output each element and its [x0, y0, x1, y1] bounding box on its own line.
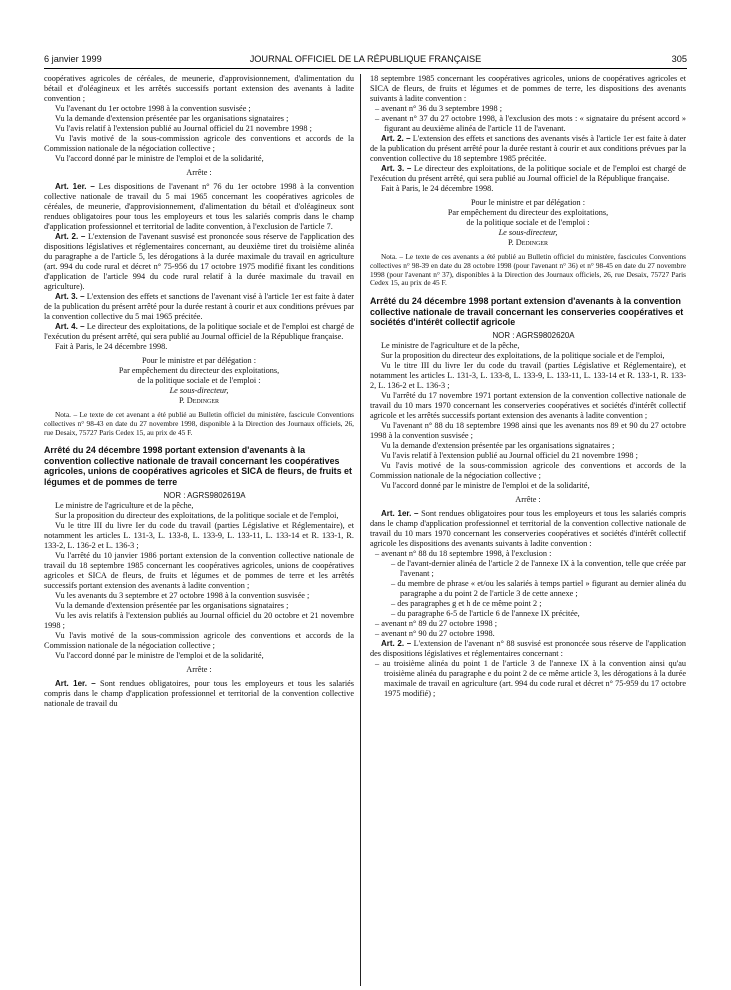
nor-reference: NOR : AGRS9802620A — [492, 331, 575, 341]
article — [44, 322, 354, 342]
signature-line: Pour le ministre et par délégation : — [470, 198, 586, 207]
article — [370, 164, 686, 184]
signature-line: Par empêchement du directeur des exploitations, — [118, 366, 280, 375]
article-label: Art. 1er. – — [55, 679, 96, 689]
article-text: L'extension de l'avenant susvisé est prononcée sous réserve de l'application des dispositions législatives et réglementaires concernant, au deuxième tiret du troisième alinéa du paragraphe a de l'article 5, les dérogations à la durée maximale du travail en agriculture (art. 994 du code rural et décret n° 75-956 du 17 octobre 1975 modifié fixant les conditions d'application de l'article 994 du code rural relatif à la durée maximale du travail en agriculture). — [44, 232, 354, 291]
fait-line: Fait à Paris, le 24 décembre 1998. — [55, 342, 168, 351]
signatory-name: P. Dedinger — [507, 238, 549, 247]
article-label: Art. 4. – — [55, 322, 85, 331]
right-column — [370, 74, 686, 986]
article — [44, 679, 354, 709]
header-page-number: 305 — [671, 54, 687, 64]
article-text: Les dispositions de l'avenant n° 76 du 1er octobre 1998 à la convention collective nationale de travail du 5 mai 1965 concernant les coopératives agricoles de céréales, de meunerie, d'approvisionnement, d'alimentation du bétail et d'oléagineux sont rendues obligatoires pour tous les employeurs et tous les salariés compris dans le champ d'application professionnel et territorial de ladite convention, à l'exclusion de l'article 7. — [44, 182, 354, 231]
article — [44, 232, 354, 292]
signature-line: de la politique sociale et de l'emploi : — [466, 218, 590, 227]
article-text: Le directeur des exploitations, de la politique sociale et de l'emploi est chargé de l'exécution du présent arrêté, qui sera publié au Journal officiel de la République française. — [44, 322, 354, 341]
signature-title: Le sous-directeur, — [498, 228, 558, 237]
arrete-heading: Arrête : — [186, 168, 212, 177]
article — [370, 134, 686, 164]
nota-note: Nota. – Le texte de ces avenants a été publié au Bulletin officiel du ministère, fascicules Conventions collectives n° 98-39 en date du 28 octobre 1998 (pour l'avenant n° 36) et n° 98-45 en date du 27 novembre 1998 (pour l'avenant n° 37), disponibles à la Direction des Journaux officiels, 26, rue Desaix, 75727 Paris Cedex 15, au prix de 45 F. — [370, 252, 686, 288]
article-text: Sont rendues obligatoires, pour tous les employeurs et tous les salariés compris dans le champ d'application professionnel et territorial de la convention collective nationale de travail du — [44, 679, 354, 709]
fait-line: Fait à Paris, le 24 décembre 1998. — [381, 184, 494, 193]
article-text: Le directeur des exploitations, de la politique sociale et de l'emploi est chargé de l'exécution du présent arrêté, qui sera publié au Journal officiel de la République française. — [370, 164, 686, 183]
arrete-heading: Arrête : — [515, 495, 541, 505]
paragraph: Sur la proposition du directeur des exploitations, de la politique sociale et de l'emploi, — [381, 351, 665, 361]
article-text: Sont rendues obligatoires pour tous les employeurs et tous les salariés compris dans le champ d'application professionnel et territorial de la convention collective nationale de travail du 10 mars 1970 concernant les conserveries coopératives et sociétés d'intérêt collectif agricole les dispositions des avenants suivants à ladite convention : — [370, 509, 686, 549]
paragraph: Vu l'avis motivé de la sous-commission agricole des conventions et accords de la Commission nationale de la négociation collective ; — [44, 134, 354, 153]
list-item: – avenant n° 89 du 27 octobre 1998 ; — [375, 619, 497, 629]
list-item: – avenant n° 37 du 27 octobre 1998, à l'exclusion des mots : « signataire du présent accord » figurant au deuxième alinéa de l'article 11 de l'avenant. — [375, 114, 686, 133]
decree-title: Arrêté du 24 décembre 1998 portant extension d'avenants à la convention collective nationale de travail concernant les coopératives agricoles, unions de coopératives agricoles et SICA de fleurs, de fruits et légumes et de pommes de terre — [44, 445, 352, 487]
paragraph: Vu la demande d'extension présentée par les organisations signataires ; — [55, 114, 289, 123]
paragraph: 18 septembre 1985 concernant les coopératives agricoles, unions de coopératives agricoles et SICA de fleurs, de fruits et légumes et de pommes de terre, les dispositions des avenants suivants à ladite convention : — [370, 74, 686, 103]
paragraph: Vu l'accord donné par le ministre de l'emploi et de la solidarité, — [381, 481, 590, 491]
list-item: – avenant n° 90 du 27 octobre 1998. — [375, 629, 495, 639]
paragraph: Vu l'avis relatif à l'extension publié au Journal officiel du 21 novembre 1998 ; — [55, 124, 312, 133]
paragraph: coopératives agricoles de céréales, de meunerie, d'approvisionnement, d'alimentation du bétail et d'oléagineux et les arrêtés successifs portant extension des avenants à ladite convention ; — [44, 74, 354, 103]
arrete-heading: Arrête : — [186, 665, 212, 675]
nota-note: Nota. – Le texte de cet avenant a été publié au Bulletin officiel du ministère, fascicule Conventions collectives n° 98-43 en date du 27 novembre 1998, disponible à la Direction des Journaux officiels, 26, rue Desaix, 75727 Paris Cedex 15, au prix de 45 F. — [44, 410, 354, 437]
paragraph: Sur la proposition du directeur des exploitations, de la politique sociale et de l'emploi, — [55, 511, 339, 521]
article — [370, 509, 686, 549]
article-text: L'extension des effets et sanctions des avenants visés à l'article 1er est faite à dater de la publication du présent arrêté pour la durée restant à courir et aux conditions prévues par la convention collective du 18 septembre 1985 précitée. — [370, 134, 686, 163]
list-item: – du paragraphe 6-5 de l'article 6 de l'annexe IX précitée, — [391, 609, 580, 619]
list-item: – du membre de phrase « et/ou les salariés à temps partiel » figurant au dernier alinéa du paragraphe a du point 2 de l'article 3 de cette annexe ; — [391, 579, 686, 599]
list-item: – au troisième alinéa du point 1 de l'article 3 de l'annexe IX à la convention ainsi qu'au troisième alinéa du paragraphe e du point 2 de ce même article 3, les dérogations à la durée maximale de travail en agriculture (art. 994 du code rural et décret n° 75-959 du 17 octobre 1975 modifié) ; — [375, 659, 686, 699]
article — [370, 639, 686, 659]
signature-line: Par empêchement du directeur des exploitations, — [447, 208, 609, 217]
paragraph: Vu l'avenant n° 88 du 18 septembre 1998 ainsi que les avenants nos 89 et 90 du 27 octobre 1998 à la convention susvisée ; — [370, 421, 686, 441]
column-divider — [360, 74, 361, 986]
signatory-name: P. Dedinger — [178, 396, 220, 405]
paragraph: Vu l'avis relatif à l'extension publié au Journal officiel du 21 novembre 1998 ; — [381, 451, 638, 461]
article-label: Art. 3. – — [381, 164, 412, 173]
article-label: Art. 3. – — [55, 292, 85, 301]
article-text: L'extension des effets et sanctions de l'avenant visé à l'article 1er est faite à dater de la publication du présent arrêté pour la durée restant à courir et aux conditions prévues par la convention collective du 5 mai 1965 précitée. — [44, 292, 354, 321]
list-item: – des paragraphes g et h de ce même point 2 ; — [391, 599, 542, 609]
paragraph: Vu les avis relatifs à l'extension publiés au Journal officiel du 20 octobre et 21 novembre 1998 ; — [44, 611, 354, 631]
paragraph: Vu l'accord donné par le ministre de l'emploi et de la solidarité, — [55, 651, 264, 661]
article-label: Art. 2. – — [381, 134, 411, 143]
list-item: – avenant n° 36 du 3 septembre 1998 ; — [375, 104, 503, 113]
signature-line: Pour le ministre et par délégation : — [141, 356, 257, 365]
paragraph: Vu le titre III du livre Ier du code du travail (parties Législative et Réglementaire), et notamment les articles L. 131-3, L. 133-8, L. 133-9, L. 133-11, L. 133-14 et R. 133-1, R. 133-2, L. 136-2 et L. 136-3 ; — [44, 521, 354, 551]
paragraph: Le ministre de l'agriculture et de la pêche, — [55, 501, 194, 511]
header-date: 6 janvier 1999 — [44, 54, 102, 64]
list-item: – avenant n° 88 du 18 septembre 1998, à l'exclusion : — [375, 549, 552, 559]
paragraph: Vu la demande d'extension présentée par les organisations signataires ; — [381, 441, 615, 451]
left-column — [44, 74, 354, 986]
paragraph: Vu l'avis motivé de la sous-commission agricole des conventions et accords de la Commission nationale de la négociation collective ; — [44, 631, 354, 651]
page-header — [44, 54, 687, 68]
header-journal-title: JOURNAL OFFICIEL DE LA RÉPUBLIQUE FRANÇAISE — [249, 54, 482, 64]
list-item: – de l'avant-dernier alinéa de l'article 2 de l'annexe IX à la convention, telle que créée par l'avenant ; — [391, 559, 686, 579]
article — [44, 182, 354, 232]
article-label: Art. 1er. – — [55, 182, 95, 191]
paragraph: Vu le titre III du livre Ier du code du travail (parties Législative et Réglementaire), et notamment les articles L. 131-3, L. 133-8, L. 133-9, L. 133-11, L. 133-14 et R. 133-1, R. 133-2, L. 136-2 et L. 136-3 ; — [370, 361, 686, 391]
paragraph: Vu l'accord donné par le ministre de l'emploi et de la solidarité, — [55, 154, 264, 163]
nor-reference: NOR : AGRS9802619A — [163, 491, 246, 501]
article-label: Art. 1er. – — [381, 509, 419, 519]
paragraph: Le ministre de l'agriculture et de la pêche, — [381, 341, 520, 351]
decree-title: Arrêté du 24 décembre 1998 portant extension d'avenants à la convention collective nationale de travail concernant les conserveries coopératives et sociétés d'intérêt collectif agricole — [370, 296, 684, 327]
signature-title: Le sous-directeur, — [169, 386, 229, 395]
paragraph: Vu l'avenant du 1er octobre 1998 à la convention susvisée ; — [55, 104, 251, 113]
paragraph: Vu la demande d'extension présentée par les organisations signataires ; — [55, 601, 289, 611]
article-text: L'extension de l'avenant n° 88 susvisé est prononcée sous réserve de l'application des dispositions législatives et réglementaires concernant : — [370, 639, 686, 659]
article — [44, 292, 354, 322]
paragraph: Vu l'arrêté du 10 janvier 1986 portant extension de la convention collective nationale de travail du 18 septembre 1985 concernant les coopératives agricoles, unions de coopératives agricoles et SICA de fleurs, de fruits et légumes et de pommes de terre et les arrêtés successifs portant extension des avenants à ladite convention ; — [44, 551, 354, 591]
paragraph: Vu les avenants du 3 septembre et 27 octobre 1998 à la convention susvisée ; — [55, 591, 310, 601]
paragraph: Vu l'avis motivé de la sous-commission agricole des conventions et accords de la Commission nationale de la négociation collective ; — [370, 461, 686, 481]
signature-line: de la politique sociale et de l'emploi : — [137, 376, 261, 385]
paragraph: Vu l'arrêté du 17 novembre 1971 portant extension de la convention collective nationale de travail du 10 mars 1970 concernant les conserveries coopératives et sociétés d'intérêt collectif agricole et les arrêtés successifs portant extension des avenants à ladite convention ; — [370, 391, 686, 421]
article-label: Art. 2. – — [381, 639, 412, 649]
header-rule — [44, 68, 687, 69]
article-label: Art. 2. – — [55, 232, 86, 241]
